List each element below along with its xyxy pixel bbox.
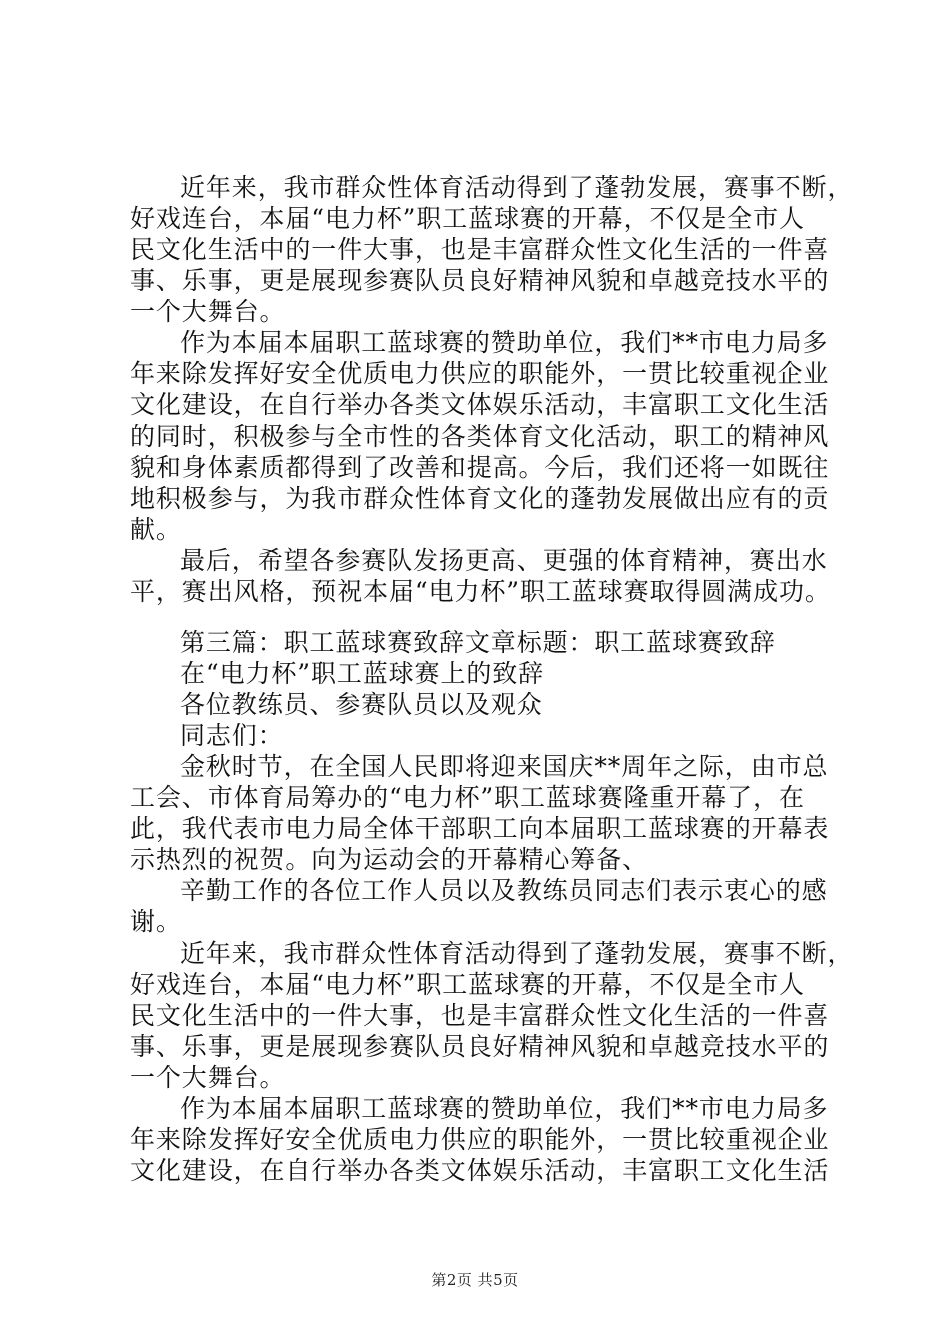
text-line: 平，赛出风格，预祝本届“电力杯”职工蓝球赛取得圆满成功。 [130, 577, 831, 606]
text-line: 貌和身体素质都得到了改善和提高。今后，我们还将一如既往 [130, 453, 830, 482]
text-line: 工会、市体育局筹办的“电力杯”职工蓝球赛隆重开幕了，在 [130, 783, 805, 812]
text-line: 民文化生活中的一件大事，也是丰富群众性文化生活的一件喜 [130, 235, 830, 264]
text-line: 辛勤工作的各位工作人员以及教练员同志们表示衷心的感 [180, 876, 828, 905]
salutation: 同志们： [180, 721, 284, 750]
text-line: 献。 [130, 515, 182, 544]
page-footer: 第2页 共5页 [431, 1271, 519, 1289]
text-line: 好戏连台，本届“电力杯”职工蓝球赛的开幕，不仅是全市人 [130, 970, 805, 999]
text-line: 近年来，我市群众性体育活动得到了蓬勃发展，赛事不断， [180, 939, 854, 968]
text-line: 一个大舞台。 [130, 297, 286, 326]
text-line: 金秋时节，在全国人民即将迎来国庆**周年之际，由市总 [180, 752, 829, 781]
section-heading: 第三篇：职工蓝球赛致辞文章标题：职工蓝球赛致辞 [180, 628, 776, 657]
text-line: 文化建设，在自行举办各类文体娱乐活动，丰富职工文化生活 [130, 390, 830, 419]
salutation: 各位教练员、参赛队员以及观众 [180, 690, 543, 719]
text-line: 的同时，积极参与全市性的各类体育文化活动，职工的精神风 [130, 422, 830, 451]
text-line: 作为本届本届职工蓝球赛的赞助单位，我们**市电力局多 [180, 328, 829, 357]
text-line: 文化建设，在自行举办各类文体娱乐活动，丰富职工文化生活 [130, 1156, 830, 1185]
text-line: 最后，希望各参赛队发扬更高、更强的体育精神，赛出水 [180, 546, 828, 575]
text-line: 事、乐事，更是展现参赛队员良好精神风貌和卓越竞技水平的 [130, 1032, 830, 1061]
text-line: 近年来，我市群众性体育活动得到了蓬勃发展，赛事不断， [180, 173, 854, 202]
text-line: 谢。 [130, 907, 182, 936]
text-line: 年来除发挥好安全优质电力供应的职能外，一贯比较重视企业 [130, 359, 830, 388]
text-line: 民文化生活中的一件大事，也是丰富群众性文化生活的一件喜 [130, 1001, 830, 1030]
text-line: 好戏连台，本届“电力杯”职工蓝球赛的开幕，不仅是全市人 [130, 204, 805, 233]
text-line: 地积极参与，为我市群众性体育文化的蓬勃发展做出应有的贡 [130, 484, 830, 513]
text-line: 年来除发挥好安全优质电力供应的职能外，一贯比较重视企业 [130, 1125, 830, 1154]
speech-title: 在“电力杯”职工蓝球赛上的致辞 [180, 659, 545, 688]
text-line: 此，我代表市电力局全体干部职工向本届职工蓝球赛的开幕表 [130, 814, 830, 843]
text-line: 示热烈的祝贺。向为运动会的开幕精心筹备、 [130, 845, 649, 874]
text-line: 一个大舞台。 [130, 1063, 286, 1092]
text-line: 作为本届本届职工蓝球赛的赞助单位，我们**市电力局多 [180, 1094, 829, 1123]
text-line: 事、乐事，更是展现参赛队员良好精神风貌和卓越竞技水平的 [130, 266, 830, 295]
